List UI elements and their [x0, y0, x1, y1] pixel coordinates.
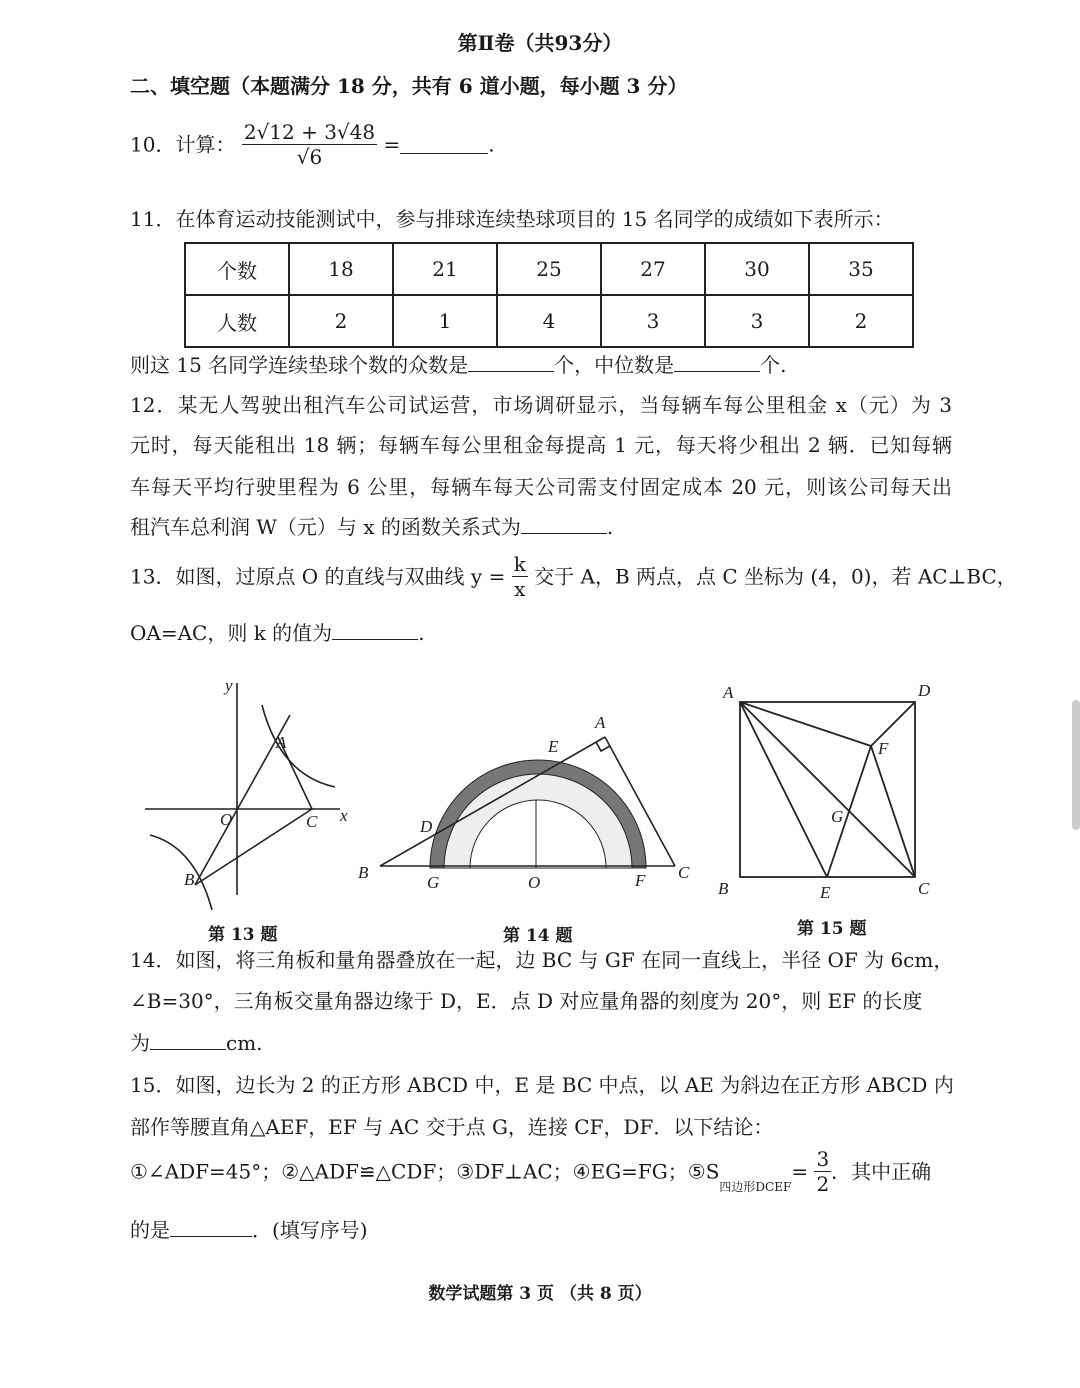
answer-blank[interactable] [400, 135, 488, 154]
figure-15-caption: 第 15 题 [797, 919, 867, 939]
answer-blank[interactable] [332, 621, 418, 640]
answer-blank[interactable] [170, 1218, 252, 1237]
q13-line2 [130, 620, 425, 646]
q11-text-c: 个. [760, 353, 787, 377]
label-G: G [831, 807, 844, 826]
question-10 [130, 120, 495, 169]
label-B: B [184, 870, 195, 889]
figure-13-caption: 第 13 题 [208, 925, 278, 945]
figure-14 [350, 700, 700, 900]
q12-text: 租汽车总利润 W（元）与 x 的函数关系式为 [130, 515, 521, 539]
q15-line: 15．如图，边长为 2 的正方形 ABCD 中，E 是 BC 中点，以 AE 为斜边在正方形 ABCD 内 [130, 1073, 954, 1097]
answer-blank[interactable] [521, 515, 607, 534]
q15-line: 部作等腰直角△AEF，EF 与 AC 交于点 G，连接 CF，DF．以下结论： [130, 1115, 774, 1139]
q12-line: 车每天平均行驶里程为 6 公里，每辆车每天公司需支付固定成本 20 元，则该公司每天出 [130, 475, 952, 499]
q14-line: 14．如图，将三角板和量角器叠放在一起，边 BC 与 GF 在同一直线上，半径 OF 为 6cm， [130, 948, 954, 972]
label-F: F [635, 871, 646, 890]
label-D: D [918, 681, 931, 700]
q10-numerator: 2√12 + 3√48 [243, 120, 376, 144]
frac-num: 3 [816, 1147, 830, 1171]
label-F: F [878, 739, 889, 758]
label-C: C [306, 812, 318, 831]
table-header-cell: 人数 [185, 295, 289, 347]
table-row [185, 243, 913, 295]
scrollbar[interactable] [1072, 700, 1080, 830]
label-D: D [420, 817, 433, 836]
q14-unit: cm. [226, 1031, 263, 1055]
label-B: B [718, 879, 729, 898]
answer-blank[interactable] [150, 1031, 226, 1050]
label-C: C [678, 863, 690, 882]
table-cell: 35 [809, 243, 913, 295]
label-B: B [358, 863, 369, 882]
label-C: C [918, 879, 930, 898]
q15-text: 的是 [130, 1218, 170, 1242]
q12-line: 元时，每天能租出 18 辆；每辆车每公里租金每提高 1 元，每天将少租出 2 辆．已知每辆 [130, 433, 952, 457]
frac-den: x [514, 577, 526, 601]
q10-denominator: √6 [296, 145, 323, 169]
table-cell: 1 [393, 295, 497, 347]
table-cell: 30 [705, 243, 809, 295]
q11-question [130, 352, 787, 378]
q12-last-line [130, 514, 613, 540]
label-E: E [548, 737, 559, 756]
q15-line3 [130, 1147, 931, 1200]
figure-13 [140, 675, 355, 915]
q13-line1 [130, 552, 1017, 601]
label-A: A [723, 683, 734, 702]
q14-line3 [130, 1030, 263, 1056]
answer-blank[interactable] [468, 353, 554, 372]
table-cell: 3 [601, 295, 705, 347]
q14-line: ∠B=30°，三角板交量角器边缘于 D，E．点 D 对应量角器的刻度为 20°，则 EF 的长度 [130, 989, 923, 1013]
label-A: A [595, 713, 606, 732]
table-cell: 27 [601, 243, 705, 295]
table-cell: 25 [497, 243, 601, 295]
label-E: E [820, 883, 831, 902]
label-A: A [276, 733, 287, 752]
label-x: x [340, 806, 348, 825]
q12-line: 12．某无人驾驶出租汽车公司试运营，市场调研显示，当每辆车每公里租金 x（元）为 3 [130, 393, 952, 417]
q10-equals: = [383, 132, 401, 157]
table-cell: 21 [393, 243, 497, 295]
q15-subscript: 四边形DCEF [719, 1180, 792, 1194]
table-cell: 18 [289, 243, 393, 295]
q15-line4 [130, 1217, 368, 1243]
q15-conclusions: ①∠ADF=45°；②△ADF≌△CDF；③DF⊥AC；④EG=FG；⑤S [130, 1159, 720, 1184]
label-G: G [427, 873, 440, 892]
frac-den: 2 [816, 1172, 830, 1196]
answer-blank[interactable] [674, 353, 760, 372]
q13-text-b: 交于 A，B 两点，点 C 坐标为 (4，0)，若 AC⊥BC， [534, 564, 1017, 589]
label-O: O [528, 873, 541, 892]
page-footer: 数学试题第 3 页 （共 8 页） [428, 1284, 652, 1304]
page-title: 第Ⅱ卷（共93分） [457, 31, 623, 55]
q13-end: . [418, 621, 425, 645]
q10-label: 10．计算： [130, 132, 236, 157]
q14-text: 为 [130, 1031, 150, 1055]
figure-15 [715, 680, 945, 905]
table-cell: 3 [705, 295, 809, 347]
q15-text-end: ．(填写序号) [252, 1218, 368, 1242]
frac-num: k [513, 552, 526, 576]
q11-text: 11．在体育运动技能测试中，参与排球连续垫球项目的 15 名同学的成绩如下表所示： [130, 207, 894, 231]
score-table [184, 242, 914, 348]
q11-text-b: 个，中位数是 [554, 353, 675, 377]
q11-text-a: 则这 15 名同学连续垫球个数的众数是 [130, 353, 469, 377]
table-header-cell: 个数 [185, 243, 289, 295]
q15-eq: = [791, 1159, 809, 1184]
section-title: 二、填空题（本题满分 18 分，共有 6 道小题，每小题 3 分） [130, 74, 688, 98]
q15-text: ．其中正确 [831, 1159, 932, 1184]
q12-end: . [606, 515, 614, 539]
q10-fraction [242, 120, 377, 169]
label-O: O [220, 810, 233, 829]
table-cell: 2 [809, 295, 913, 347]
label-y: y [225, 676, 233, 695]
table-cell: 4 [497, 295, 601, 347]
q10-end: . [488, 132, 495, 157]
q13-text-a: 13．如图，过原点 O 的直线与双曲线 y = [130, 564, 506, 589]
table-cell: 2 [289, 295, 393, 347]
q13-fraction [512, 552, 528, 601]
q13-text: OA=AC，则 k 的值为 [130, 621, 333, 645]
q15-fraction [814, 1147, 831, 1196]
table-row [185, 295, 913, 347]
figure-14-caption: 第 14 题 [503, 926, 573, 946]
